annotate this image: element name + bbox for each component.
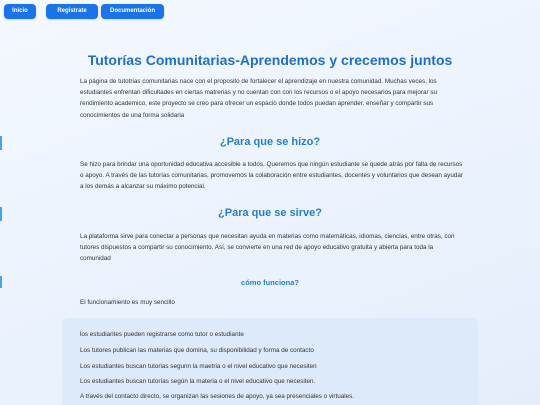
- registrate-button[interactable]: Registrate: [46, 4, 98, 19]
- why-paragraph: Se hizo para brindar una oportunidad educativa accesible a todos. Queremos que ningún estudiante se quede atrás por falta de recursos o apoyo. A través de las tutorías comunitarias, promovemos la colaboración entre estudiantes, docentes y voluntarios que desean ayudar a los demás a alcanzar su máximo potencial.: [80, 161, 463, 191]
- why-heading: ¿Para que se hizo?: [219, 136, 321, 148]
- use-paragraph: La plataforma sirve para conectar a personas que necesitan ayuda en materias como matemáticas, idiomas, ciencias, entre otras, con tutores dispuestos a compartir su conocimiento. Así, se convierte en una red de apoyo educativo gratuita y abierta para toda la comunidad: [80, 233, 455, 263]
- how-heading: cómo funciona?: [241, 278, 299, 287]
- step-item: Los estudiantes buscan tutorías según la materia o el nivel educativo que necesiten.: [80, 378, 316, 385]
- page-title: Tutorías Comunitarias-Aprendemos y crecemos juntos: [87, 52, 453, 68]
- documentacion-button[interactable]: Documentación: [101, 4, 164, 19]
- step-item: Los tutores publican las materias que domina, su disponibilidad y forma de contacto: [80, 347, 314, 354]
- step-item: Los estudiantes buscan tutorias segunn la maetria o el nivel educativo que necesiten: [80, 363, 317, 370]
- step-item: A través del contacto directo, se organizan las sesiones de apoyo, ya sea presenciales o virtuales.: [80, 393, 355, 400]
- use-heading: ¿Para que se sirve?: [218, 207, 322, 219]
- intro-paragraph: La página de tutotrias comunitarias nace con el proposito de fortalecer el aprendizaje en nuestra comunidad. Muchas veces, los estudiantes enfrentan dificultades en ciertas matrerias y no cuentan con con los recursos o el apoyo necesarios para mejorar su rendimiento academico, este proyecto se creo para ofrecer un espacio donde todos puedan aprender. enseñar y compartir sus conocimientos de una forma solidaria: [80, 78, 438, 119]
- how-intro: El funcionamiento es muy sencillo: [80, 299, 175, 306]
- inicio-button[interactable]: Inicio: [4, 4, 36, 19]
- step-item: los estudiantes pueden registrarse como tutor o estudiante: [80, 331, 244, 338]
